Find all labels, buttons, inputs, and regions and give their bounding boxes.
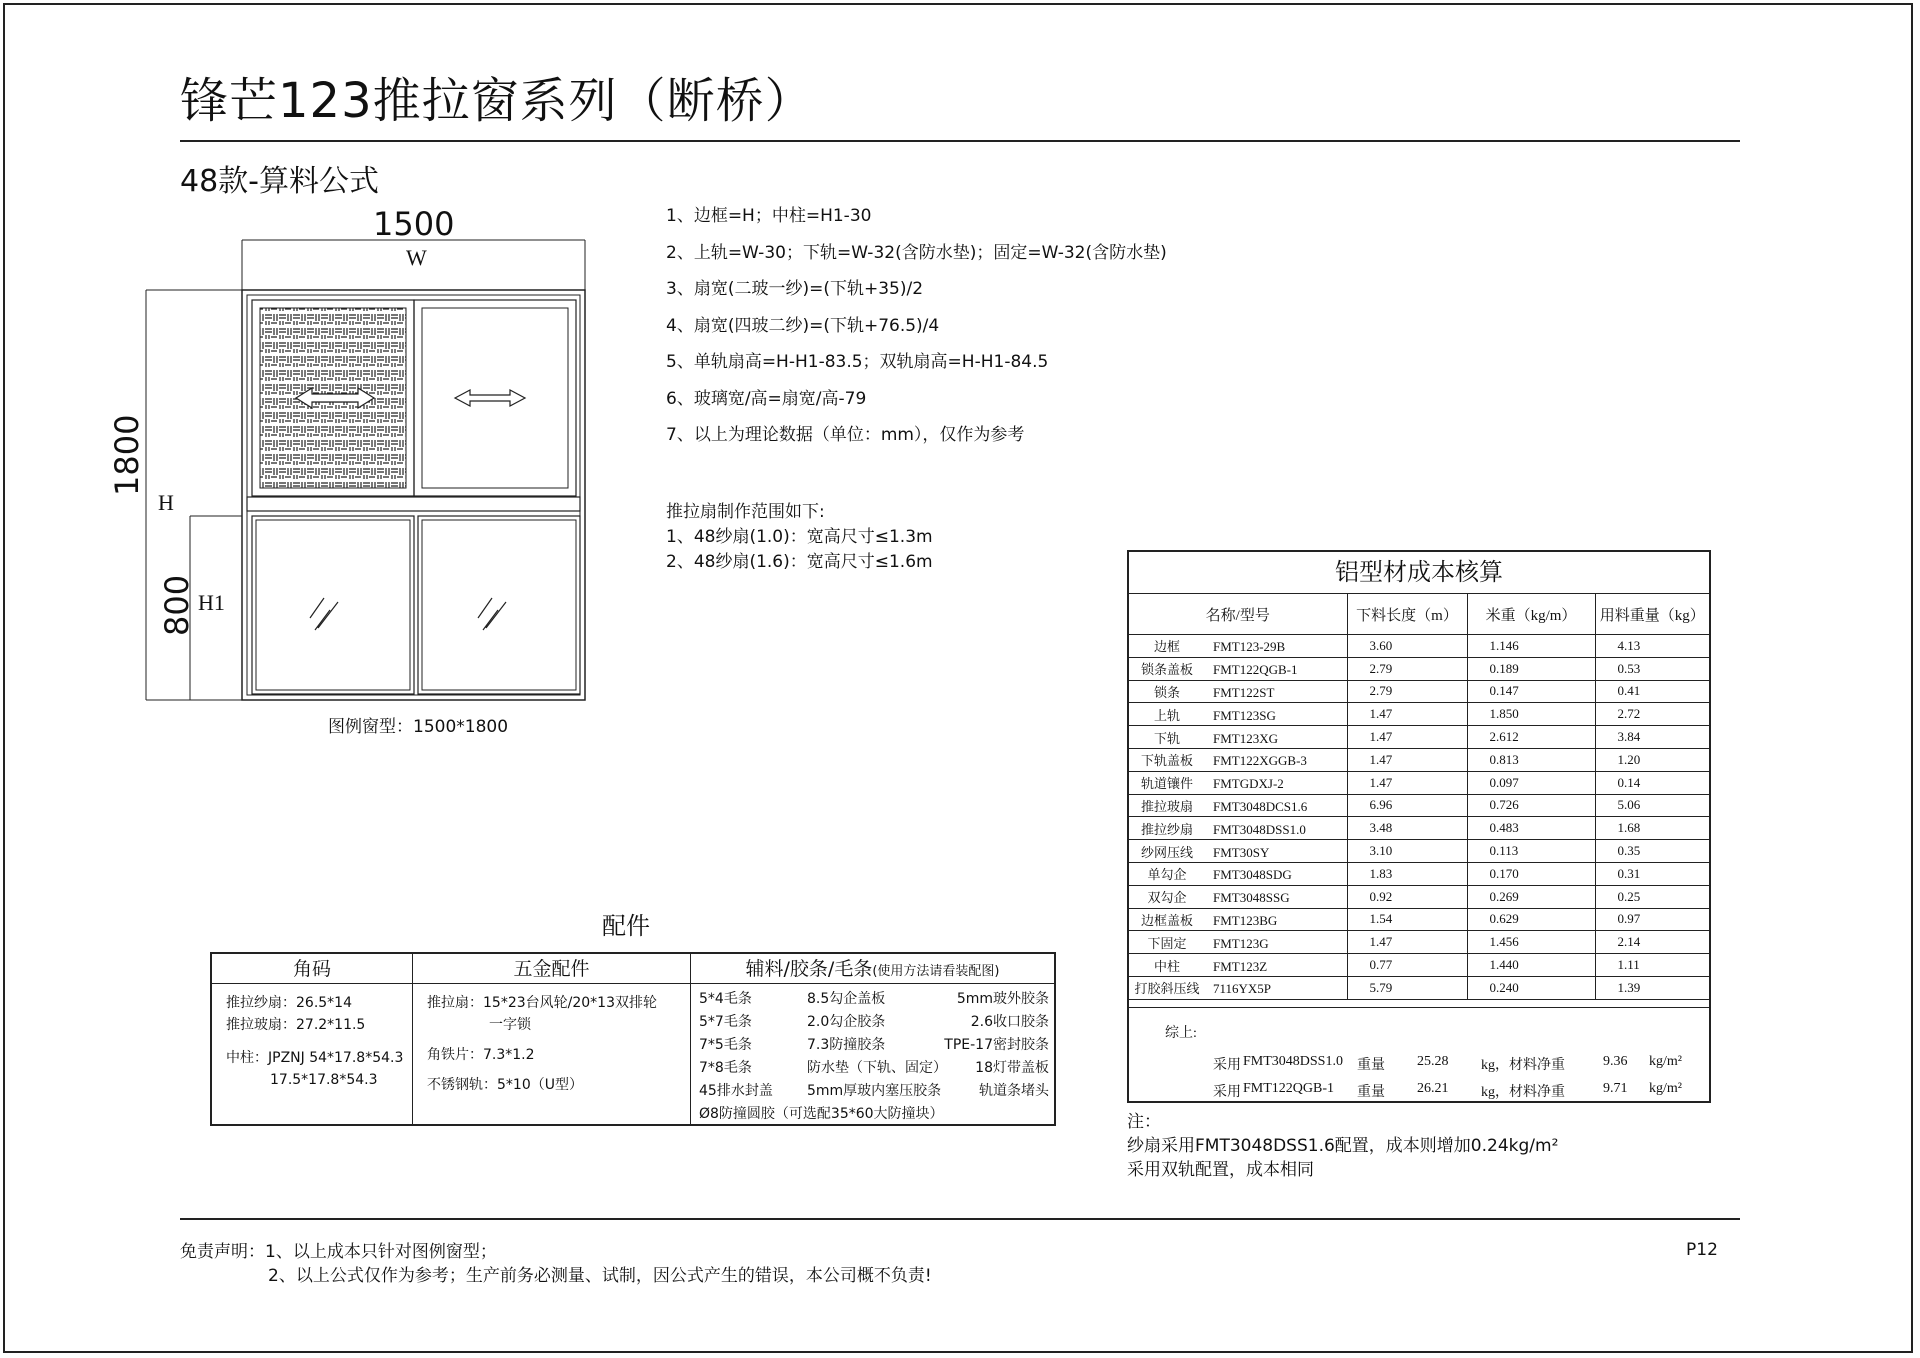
part-name: 中柱 — [1153, 958, 1180, 974]
range-item: 2、48纱扇(1.6)：宽高尺寸≤1.6m — [666, 552, 933, 572]
summary-item: 采用 — [1213, 1058, 1241, 1073]
cost-cell: 3.60 — [1347, 635, 1467, 658]
cost-cell-name — [1129, 680, 1347, 703]
summary-item: 25.28 — [1417, 1054, 1449, 1069]
part-model: FMT123-29B — [1213, 639, 1286, 655]
note-line: 采用双轨配置，成本相同 — [1127, 1160, 1314, 1180]
corner-item: 中柱：JPZNJ 54*17.8*54.3 — [226, 1050, 404, 1066]
cost-row — [1129, 862, 1709, 885]
part-model: FMT30SY — [1213, 844, 1270, 860]
part-model: FMT123XG — [1213, 730, 1279, 746]
width-dimension: 1500 — [373, 205, 455, 243]
cost-row — [1129, 726, 1709, 749]
part-model: FMT3048DCS1.6 — [1213, 798, 1308, 814]
summary-item: 采用 — [1213, 1085, 1241, 1100]
corner-item: 推拉纱扇：26.5*14 — [226, 995, 352, 1011]
cost-cell-name — [1129, 954, 1347, 977]
cost-cell: 0.726 — [1467, 794, 1595, 817]
misc-item: 防水垫（下轨、固定） — [807, 1060, 947, 1076]
range-block — [666, 500, 933, 575]
summary-item: 重量 — [1357, 1085, 1385, 1100]
cost-row — [1129, 817, 1709, 840]
cost-cell: 1.68 — [1595, 817, 1709, 840]
formula-item: 3、扇宽(二玻一纱)=(下轨+35)/2 — [666, 279, 924, 299]
cost-cell: 2.79 — [1347, 657, 1467, 680]
part-model: FMT123SG — [1213, 707, 1276, 723]
cost-cell: 3.84 — [1595, 726, 1709, 749]
cost-row — [1129, 885, 1709, 908]
cost-cell-name — [1129, 726, 1347, 749]
summary-item: 9.36 — [1603, 1054, 1628, 1069]
cost-cell-name — [1129, 794, 1347, 817]
cost-cell: 1.47 — [1347, 726, 1467, 749]
cost-cell-name — [1129, 771, 1347, 794]
page-title: 锋芒123推拉窗系列（断桥） — [180, 73, 814, 129]
cost-cell: 1.47 — [1347, 771, 1467, 794]
note-line: 纱扇采用FMT3048DSS1.6配置，成本则增加0.24kg/m² — [1127, 1136, 1559, 1156]
part-model: FMT123BG — [1213, 912, 1278, 928]
formula-item: 7、以上为理论数据（单位：mm），仅作为参考 — [666, 425, 1025, 445]
cost-row — [1129, 976, 1709, 999]
cost-cell-name — [1129, 908, 1347, 931]
summary-item: FMT122QGB-1 — [1243, 1081, 1335, 1096]
slide-arrow-icon — [455, 390, 525, 406]
disclaimer-line: 2、以上公式仅作为参考；生产前务必测量、试制，因公式产生的错误，本公司概不负责! — [268, 1266, 932, 1286]
part-name: 下固定 — [1147, 935, 1187, 951]
cost-cell: 0.41 — [1595, 680, 1709, 703]
misc-item: 5mm厚玻内塞压胶条 — [807, 1083, 942, 1099]
cost-header: 下料长度（m） — [1347, 594, 1467, 635]
cost-cell-name — [1129, 748, 1347, 771]
accessories-header-hardware: 五金配件 — [413, 954, 690, 984]
cost-cell: 0.92 — [1347, 885, 1467, 908]
part-name: 轨道镶件 — [1140, 776, 1193, 792]
cost-cell: 0.189 — [1467, 657, 1595, 680]
cost-cell-name — [1129, 885, 1347, 908]
accessories-col-hardware — [413, 954, 691, 1124]
part-name: 锁条 — [1153, 684, 1180, 700]
page-subtitle: 48款-算料公式 — [180, 164, 379, 199]
cost-cell-name — [1129, 703, 1347, 726]
cost-cell: 0.813 — [1467, 748, 1595, 771]
cost-row — [1129, 771, 1709, 794]
hardware-item: 一字锁 — [489, 1017, 531, 1033]
cost-cell-name — [1129, 862, 1347, 885]
cost-cell: 1.47 — [1347, 931, 1467, 954]
cost-row — [1129, 680, 1709, 703]
cost-cell: 5.79 — [1347, 976, 1467, 999]
accessories-header-misc: 辅料/胶条/毛条(使用方法请看装配图) — [691, 954, 1054, 984]
width-label: W — [406, 245, 427, 270]
note-heading: 注： — [1127, 1112, 1161, 1132]
cost-cell-name — [1129, 931, 1347, 954]
misc-item: 8.5勾企盖板 — [807, 991, 886, 1007]
cost-cell: 2.14 — [1595, 931, 1709, 954]
formula-item: 2、上轨=W-30；下轨=W-32(含防水垫)；固定=W-32(含防水垫) — [666, 242, 1167, 263]
cost-summary — [1129, 1007, 1709, 1101]
cost-cell: 1.83 — [1347, 862, 1467, 885]
cost-row — [1129, 840, 1709, 863]
part-name: 边框盖板 — [1140, 912, 1193, 928]
cost-cell: 0.483 — [1467, 817, 1595, 840]
misc-item: 7*8毛条 — [699, 1060, 752, 1076]
cost-row — [1129, 657, 1709, 680]
range-heading: 推拉扇制作范围如下: — [666, 502, 825, 522]
lower-dimension: 800 — [158, 574, 196, 636]
misc-item: 5*7毛条 — [699, 1014, 752, 1030]
cost-cell: 1.54 — [1347, 908, 1467, 931]
misc-item: 45排水封盖 — [699, 1083, 773, 1099]
cost-cell: 0.170 — [1467, 862, 1595, 885]
cost-cell: 6.96 — [1347, 794, 1467, 817]
cost-cell: 5.06 — [1595, 794, 1709, 817]
cost-cell: 2.72 — [1595, 703, 1709, 726]
misc-item: 轨道条堵头 — [979, 1083, 1049, 1099]
disclaimer-line: 免责声明：1、以上成本只针对图例窗型； — [180, 1242, 497, 1262]
part-name: 下轨盖板 — [1140, 753, 1193, 769]
cost-cell: 0.25 — [1595, 885, 1709, 908]
cost-cell: 0.097 — [1467, 771, 1595, 794]
part-name: 双勾企 — [1147, 890, 1187, 906]
part-name: 推拉纱扇 — [1140, 821, 1193, 837]
part-name: 上轨 — [1153, 707, 1180, 723]
height-dimension: 1800 — [108, 414, 146, 496]
cost-cell: 1.47 — [1347, 748, 1467, 771]
summary-item: 26.21 — [1417, 1081, 1449, 1096]
cost-cell-name — [1129, 817, 1347, 840]
window-drawing — [110, 200, 610, 720]
part-name: 打胶斜压线 — [1134, 981, 1200, 997]
accessories-header-corner: 角码 — [212, 954, 412, 984]
cost-cell: 1.850 — [1467, 703, 1595, 726]
glass-mark-icon — [478, 598, 506, 630]
cost-cell: 1.456 — [1467, 931, 1595, 954]
formula-item: 4、扇宽(四玻二纱)=(下轨+76.5)/4 — [666, 315, 940, 336]
cost-cell: 0.147 — [1467, 680, 1595, 703]
misc-item: 2.6收口胶条 — [970, 1014, 1049, 1030]
note-block — [1127, 1110, 1558, 1182]
cost-cell-name — [1129, 635, 1347, 658]
part-name: 下轨 — [1153, 730, 1180, 746]
formula-item: 5、单轨扇高=H-H1-83.5；双轨扇高=H-H1-84.5 — [666, 352, 1049, 372]
cost-cell: 2.79 — [1347, 680, 1467, 703]
page-number: P12 — [1686, 1240, 1718, 1260]
part-model: 7116YX5P — [1213, 981, 1272, 997]
formula-item: 6、玻璃宽/高=扇宽/高-79 — [666, 388, 867, 409]
footer-divider — [180, 1218, 1740, 1220]
cost-cell: 2.612 — [1467, 726, 1595, 749]
summary-item: kg/m² — [1649, 1081, 1682, 1096]
cost-table-title: 铝型材成本核算 — [1129, 552, 1709, 594]
cost-row — [1129, 794, 1709, 817]
part-name: 锁条盖板 — [1140, 662, 1193, 678]
misc-item: 5mm玻外胶条 — [956, 991, 1049, 1007]
cost-cell: 0.31 — [1595, 862, 1709, 885]
part-model: FMT122ST — [1213, 684, 1275, 700]
cost-cell: 0.113 — [1467, 840, 1595, 863]
cost-cell: 1.47 — [1347, 703, 1467, 726]
drawing-caption: 图例窗型：1500*1800 — [328, 717, 509, 737]
misc-item: 7*5毛条 — [699, 1037, 752, 1053]
formula-item: 1、边框=H；中柱=H1-30 — [666, 206, 872, 226]
part-model: FMT3048SDG — [1213, 867, 1292, 883]
misc-item: 2.0勾企胶条 — [807, 1014, 886, 1030]
part-name: 推拉玻扇 — [1140, 798, 1193, 814]
part-model: FMT123G — [1213, 935, 1269, 951]
cost-cell: 0.629 — [1467, 908, 1595, 931]
summary-item: 9.71 — [1603, 1081, 1628, 1096]
cost-row — [1129, 748, 1709, 771]
cost-cell: 1.146 — [1467, 635, 1595, 658]
cost-row — [1129, 635, 1709, 658]
cost-cell: 4.13 — [1595, 635, 1709, 658]
misc-item: 18灯带盖板 — [975, 1060, 1049, 1076]
misc-item: TPE-17密封胶条 — [944, 1037, 1049, 1053]
cost-cell: 1.39 — [1595, 976, 1709, 999]
part-model: FMTGDXJ-2 — [1213, 776, 1284, 792]
title-divider — [180, 140, 1740, 142]
glass-mark-icon — [310, 598, 338, 630]
cost-cell: 0.269 — [1467, 885, 1595, 908]
lower-label: H1 — [198, 590, 225, 615]
part-model: FMT3048DSS1.0 — [1213, 821, 1306, 837]
part-model: FMT122XGGB-3 — [1213, 753, 1307, 769]
hardware-item: 推拉扇：15*23台风轮/20*13双排轮 — [427, 995, 657, 1011]
cost-cell-name — [1129, 976, 1347, 999]
cost-cell: 1.20 — [1595, 748, 1709, 771]
cost-row — [1129, 703, 1709, 726]
disclaimer — [180, 1240, 932, 1288]
misc-item: 7.3防撞胶条 — [807, 1037, 886, 1053]
summary-item: FMT3048DSS1.0 — [1243, 1054, 1343, 1069]
accessories-col-corner — [212, 954, 413, 1124]
cost-header: 米重（kg/m） — [1467, 594, 1595, 635]
accessories-col-misc — [691, 954, 1054, 1124]
cost-cell-name — [1129, 840, 1347, 863]
summary-item: kg，材料净重 — [1481, 1058, 1565, 1073]
cost-cell: 0.53 — [1595, 657, 1709, 680]
height-label: H — [158, 490, 174, 515]
cost-row — [1129, 908, 1709, 931]
summary-item: 重量 — [1357, 1058, 1385, 1073]
cost-cell: 0.35 — [1595, 840, 1709, 863]
cost-cell: 0.77 — [1347, 954, 1467, 977]
part-model: FMT122QGB-1 — [1213, 662, 1298, 678]
corner-item: 推拉玻扇：27.2*11.5 — [226, 1017, 366, 1033]
misc-grid — [699, 988, 1049, 1126]
accessories-title: 配件 — [602, 912, 650, 940]
part-name: 纱网压线 — [1140, 844, 1193, 860]
cost-cell: 1.11 — [1595, 954, 1709, 977]
cost-cell: 3.10 — [1347, 840, 1467, 863]
cost-cell-name — [1129, 657, 1347, 680]
corner-item: 17.5*17.8*54.3 — [270, 1072, 378, 1088]
hardware-item: 不锈钢轨：5*10（U型） — [427, 1077, 583, 1093]
hardware-item: 角铁片：7.3*1.2 — [427, 1047, 535, 1063]
part-name: 单勾企 — [1147, 867, 1187, 883]
cost-header: 名称/型号 — [1129, 594, 1347, 635]
cost-cell: 0.97 — [1595, 908, 1709, 931]
cost-cell: 0.14 — [1595, 771, 1709, 794]
part-model: FMT3048SSG — [1213, 890, 1290, 906]
cost-table — [1127, 550, 1711, 1103]
cost-row — [1129, 954, 1709, 977]
part-name: 边框 — [1153, 639, 1180, 655]
accessories-table — [210, 952, 1056, 1126]
cost-row — [1129, 931, 1709, 954]
summary-item: kg/m² — [1649, 1054, 1682, 1069]
summary-label: 综上: — [1165, 1026, 1197, 1041]
cost-grid — [1129, 594, 1709, 1000]
cost-header: 用料重量（kg） — [1595, 594, 1709, 635]
cost-cell: 0.240 — [1467, 976, 1595, 999]
range-item: 1、48纱扇(1.0)：宽高尺寸≤1.3m — [666, 527, 933, 547]
formula-list — [666, 198, 1167, 454]
misc-item: Ø8防撞圆胶（可选配35*60大防撞块） — [699, 1106, 944, 1122]
misc-item: 5*4毛条 — [699, 991, 752, 1007]
part-model: FMT123Z — [1213, 958, 1268, 974]
cost-cell: 3.48 — [1347, 817, 1467, 840]
cost-cell: 1.440 — [1467, 954, 1595, 977]
summary-item: kg，材料净重 — [1481, 1085, 1565, 1100]
